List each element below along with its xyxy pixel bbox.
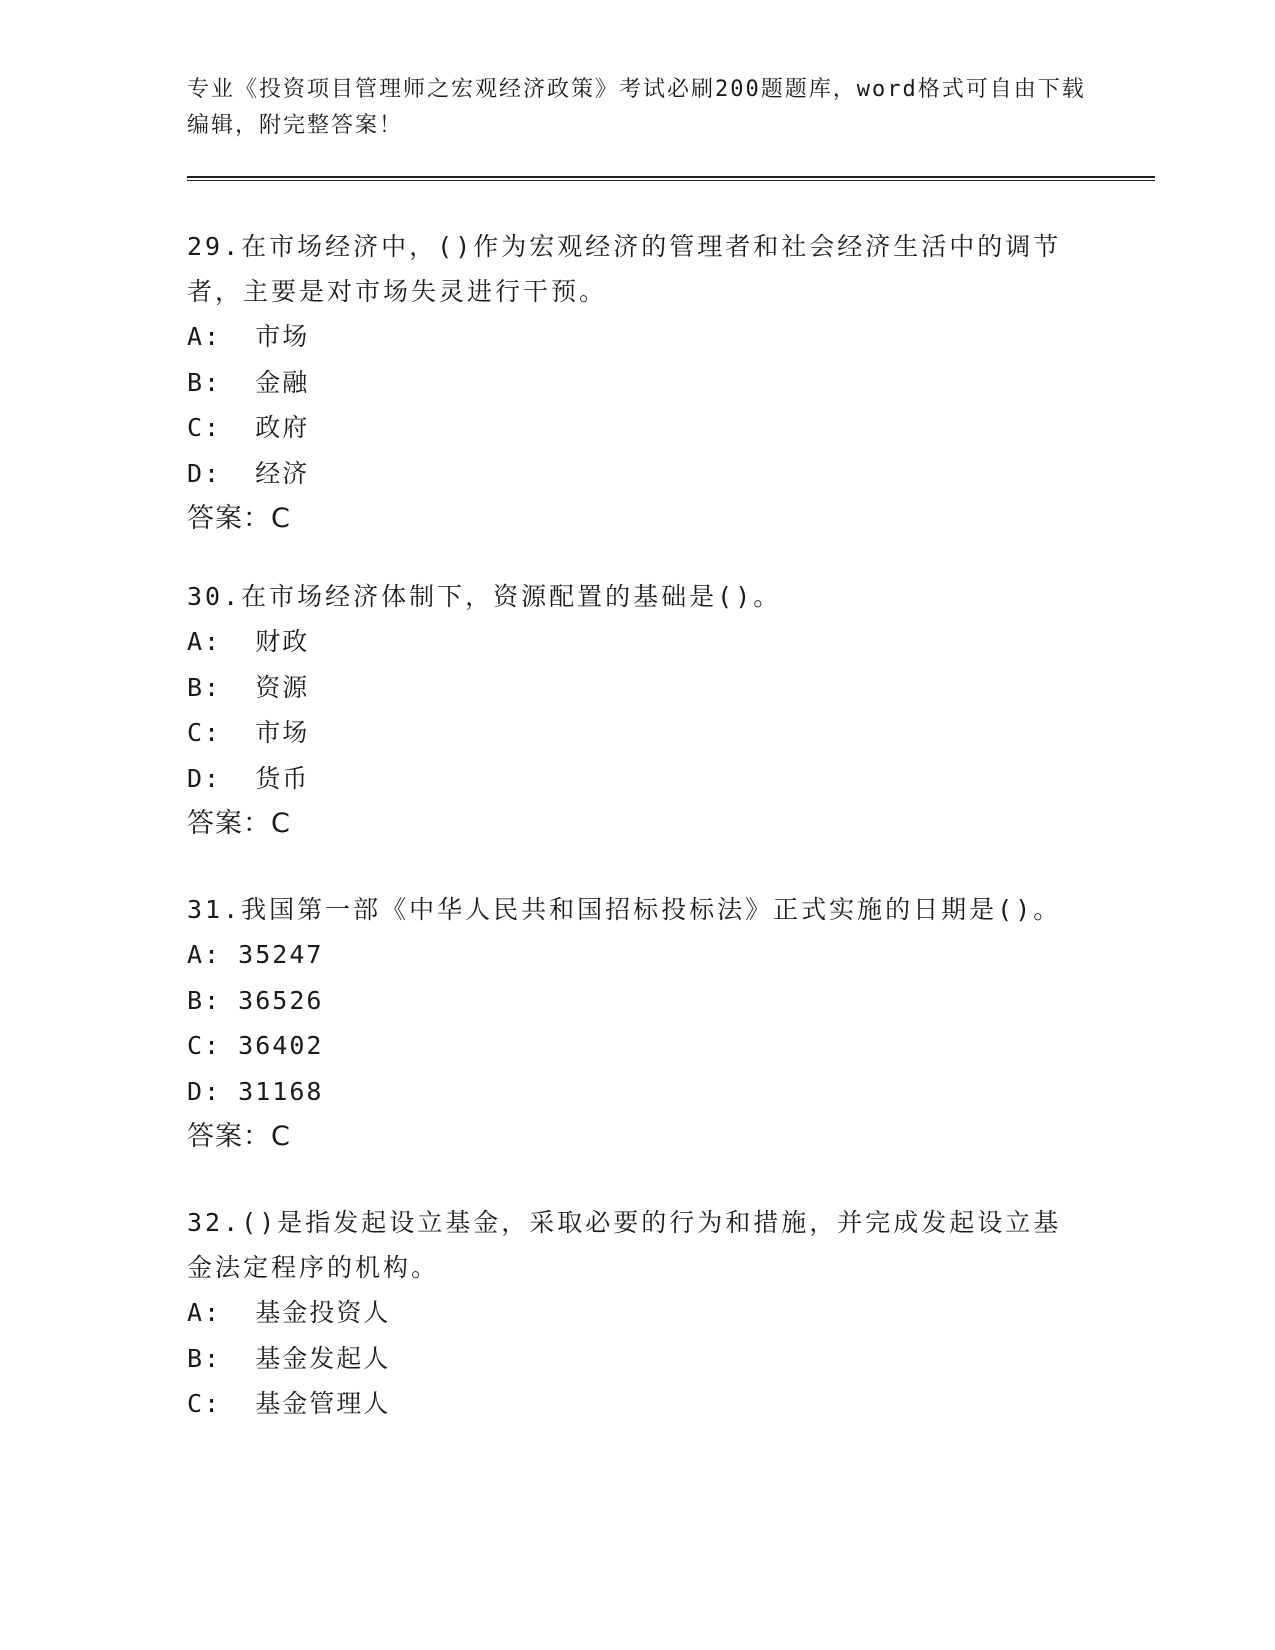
option-a (187, 932, 1087, 978)
question-block (187, 1200, 1087, 1427)
option-key: A: (187, 322, 222, 351)
option-value: 货币 (255, 763, 310, 793)
question-text (187, 224, 1087, 314)
option-key: D: (187, 1076, 222, 1106)
question-number: 29. (187, 232, 242, 261)
option-value: 金融 (255, 367, 310, 397)
option-a (187, 1290, 1087, 1336)
option-b (187, 665, 1087, 711)
option-value: 36402 (238, 1031, 324, 1060)
document-intro: 专业《投资项目管理师之宏观经济政策》考试必刷200题题库，word格式可自由下载编辑，附完整答案！ (187, 77, 1086, 138)
answer-line: 答案：C (187, 503, 291, 534)
option-key: D: (187, 458, 222, 488)
option-key: A: (187, 940, 222, 969)
option-key: B: (187, 367, 222, 397)
option-c (187, 405, 1087, 451)
option-key: D: (187, 763, 222, 793)
option-key: B: (187, 985, 222, 1015)
option-value: 市场 (255, 322, 310, 351)
question-text (187, 1200, 1087, 1290)
option-b (187, 978, 1087, 1024)
question-number: 31. (187, 895, 242, 924)
question-body: 我国第一部《中华人民共和国招标投标法》正式实施的日期是()。 (241, 895, 1062, 924)
question-block (187, 574, 1087, 847)
option-a (187, 619, 1087, 665)
question-body: ()是指发起设立基金，采取必要的行为和措施，并完成发起设立基金法定程序的机构。 (187, 1208, 1062, 1282)
option-d (187, 1069, 1087, 1115)
option-value: 35247 (238, 940, 324, 969)
option-c (187, 1023, 1087, 1069)
question-number: 32. (187, 1208, 242, 1237)
question-block (187, 887, 1087, 1160)
option-key: A: (187, 1298, 222, 1327)
option-key: B: (187, 672, 222, 702)
option-c (187, 710, 1087, 756)
option-value: 31168 (238, 1076, 324, 1106)
question-body: 在市场经济体制下，资源配置的基础是()。 (241, 582, 782, 611)
question-text (187, 574, 1087, 619)
answer-line: 答案：C (187, 808, 291, 839)
option-b (187, 1336, 1087, 1382)
option-key: C: (187, 718, 222, 747)
option-key: B: (187, 1343, 222, 1373)
option-d (187, 756, 1087, 802)
option-value: 基金发起人 (255, 1343, 391, 1373)
option-value: 基金投资人 (255, 1298, 391, 1327)
option-key: C: (187, 1389, 222, 1418)
question-block (187, 224, 1087, 542)
answer-line: 答案：C (187, 1121, 291, 1152)
option-value: 基金管理人 (255, 1389, 391, 1418)
option-key: C: (187, 413, 222, 442)
header-divider (187, 176, 1155, 181)
option-d (187, 451, 1087, 497)
question-number: 30. (187, 582, 242, 611)
question-body: 在市场经济中，()作为宏观经济的管理者和社会经济生活中的调节者，主要是对市场失灵进行干预。 (187, 232, 1062, 306)
option-key: C: (187, 1031, 222, 1060)
option-c (187, 1381, 1087, 1427)
question-text (187, 887, 1087, 932)
option-value: 市场 (255, 718, 310, 747)
option-value: 财政 (255, 627, 310, 656)
option-value: 36526 (238, 985, 324, 1015)
option-value: 经济 (255, 458, 310, 488)
option-a (187, 314, 1087, 360)
option-value: 资源 (255, 672, 310, 702)
option-key: A: (187, 627, 222, 656)
option-b (187, 360, 1087, 406)
option-value: 政府 (255, 413, 310, 442)
